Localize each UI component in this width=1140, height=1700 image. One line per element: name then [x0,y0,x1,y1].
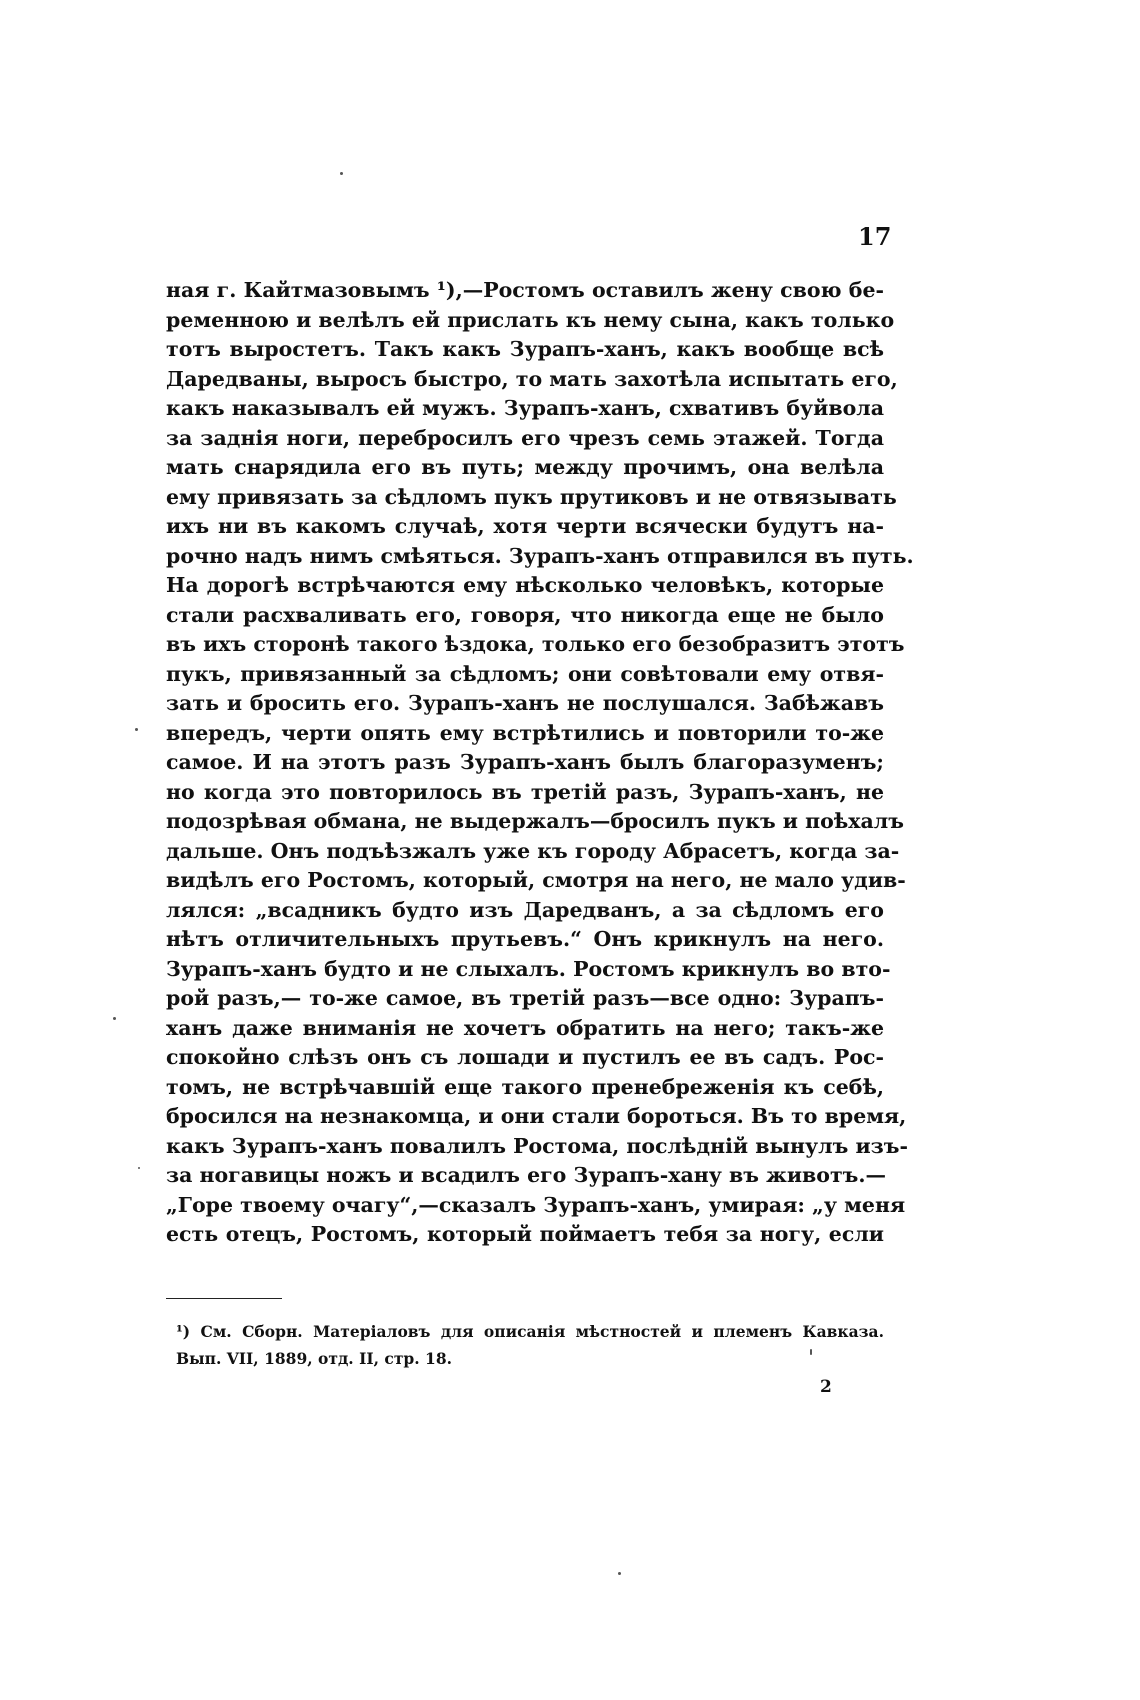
scan-speck [340,172,343,175]
footnote-line: Вып. VII, 1889, отд. II, стр. 18. [176,1349,453,1368]
footnote-line: ¹) См. Сборн. Матеріаловъ для описанія мѣстностей и племенъ Кавказа. [176,1322,884,1341]
text-line: ременною и велѣлъ ей прислать къ нему сына, какъ только [166,307,895,332]
text-line: нѣтъ отличительныхъ прутьевъ.“ Онъ крикнулъ на него. [166,927,884,951]
text-line: какъ Зурапъ-ханъ повалилъ Ростома, послѣдній вынулъ изъ- [166,1133,908,1158]
scan-speck [138,1167,140,1169]
text-line: ихъ ни въ какомъ случаѣ, хотя черти всячески будутъ на- [166,514,884,538]
printer-signature-mark: 2 [820,1377,832,1397]
text-line: видѣлъ его Ростомъ, который, смотря на него, не мало удив- [166,868,906,892]
text-line: лялся: „всадникъ будто изъ Даредванъ, а за сѣдломъ его [166,897,884,922]
text-line: бросился на незнакомца, и они стали бороться. Въ то время, [166,1104,907,1128]
text-line: Зурапъ-ханъ будто и не слыхалъ. Ростомъ крикнулъ во вто- [166,956,891,981]
text-line: „Горе твоему очагу“,—сказалъ Зурапъ-ханъ, умирая: „у меня [166,1192,906,1217]
text-line: рой разъ,— то-же самое, въ третій разъ—все одно: Зурапъ- [166,986,884,1010]
text-line: за ногавицы ножъ и всадилъ его Зурапъ-хану въ животъ.— [166,1163,887,1187]
page-number: 17 [858,222,892,251]
text-line: тотъ выростетъ. Такъ какъ Зурапъ-ханъ, какъ вообще всѣ [166,337,884,361]
text-line: спокойно слѣзъ онъ съ лошади и пустилъ ее въ садъ. Рос- [166,1045,884,1069]
scan-speck [113,1017,116,1020]
text-line: есть отецъ, Ростомъ, который поймаетъ тебя за ногу, если [166,1222,884,1246]
text-line: за заднія ноги, перебросилъ его чрезъ семь этажей. Тогда [166,425,884,450]
text-line: въ ихъ сторонѣ такого ѣздока, только его безобразитъ этотъ [166,632,905,656]
text-line: мать снарядила его въ путь; между прочимъ, она велѣла [166,455,884,479]
footnote-divider [166,1298,282,1299]
scan-speck [135,728,138,731]
text-line: подозрѣвая обмана, не выдержалъ—бросилъ пукъ и поѣхалъ [166,809,904,833]
text-line: впередъ, черти опять ему встрѣтились и повторили то-же [166,720,884,745]
text-line: ханъ даже вниманія не хочетъ обратить на него; такъ-же [166,1015,884,1040]
scan-speck [810,1349,812,1355]
text-line: зать и бросить его. Зурапъ-ханъ не послушался. Забѣжавъ [166,691,884,715]
text-line: но когда это повторилось въ третій разъ, Зурапъ-ханъ, не [166,779,884,804]
text-line: ная г. Кайтмазовымъ ¹),—Ростомъ оставилъ жену свою бе- [166,278,884,302]
text-line: самое. И на этотъ разъ Зурапъ-ханъ былъ благоразуменъ; [166,750,884,774]
text-line: томъ, не встрѣчавшій еще такого пренебреженія къ себѣ, [166,1074,884,1099]
scan-speck [618,1572,621,1575]
text-line: Даредваны, выросъ быстро, то мать захотѣла испытать его, [166,366,898,391]
footnote [176,1318,884,1372]
text-line: На дорогѣ встрѣчаются ему нѣсколько человѣкъ, которые [166,573,884,597]
body-text [166,276,914,1250]
text-line: стали расхваливать его, говоря, что никогда еще не было [166,602,884,627]
text-line: рочно надъ нимъ смѣяться. Зурапъ-ханъ отправился въ путь. [166,543,914,568]
text-line: дальше. Онъ подъѣзжалъ уже къ городу Абрасетъ, когда за- [166,838,900,863]
text-line: пукъ, привязанный за сѣдломъ; они совѣтовали ему отвя- [166,661,884,686]
text-line: какъ наказывалъ ей мужъ. Зурапъ-ханъ, схвативъ буйвола [166,396,884,420]
text-line: ему привязать за сѣдломъ пукъ прутиковъ и не отвязывать [166,484,897,509]
